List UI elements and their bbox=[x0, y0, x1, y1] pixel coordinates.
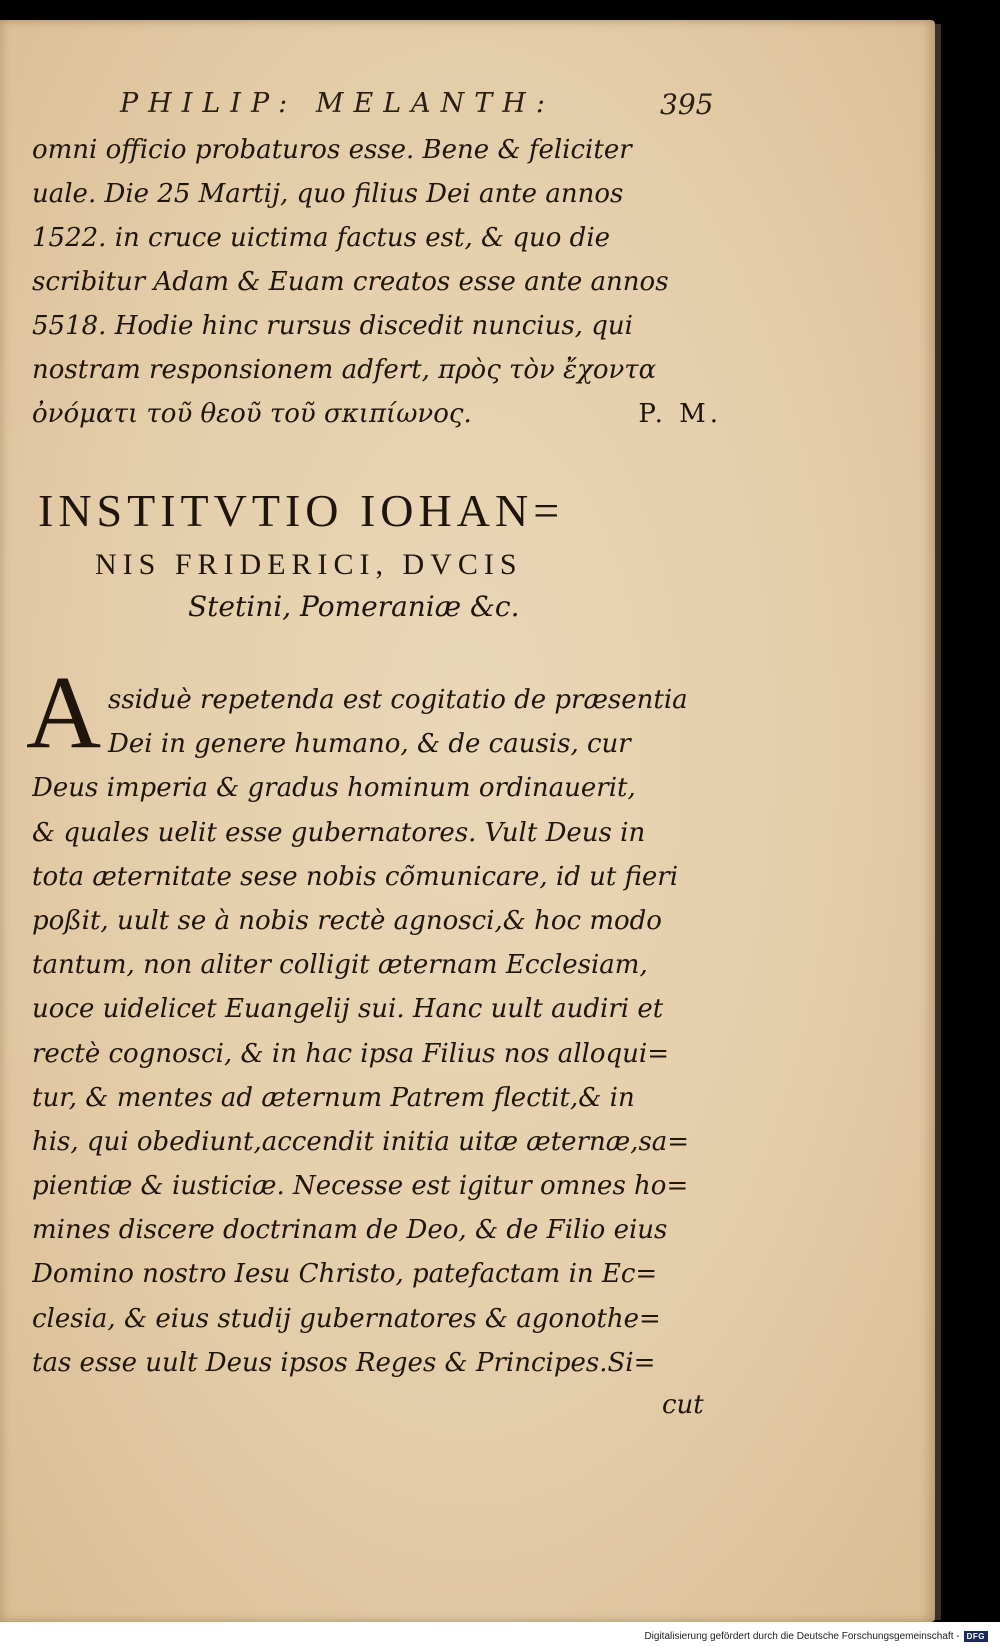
section-title-line2: NIS FRIDERICI, DVCIS bbox=[95, 548, 523, 581]
text-line: nostram responsionem adfert, πρὸς τὸν ἔχοντα bbox=[32, 355, 657, 385]
catchword: cut bbox=[662, 1390, 704, 1420]
text-line: tantum, non aliter colligit æternam Ecclesiam, bbox=[32, 950, 648, 981]
page-edge bbox=[935, 24, 941, 1620]
text-line: scribitur Adam & Euam creatos esse ante annos bbox=[32, 267, 669, 297]
letter-ending bbox=[32, 128, 722, 436]
text-line: Domino nostro Iesu Christo, patefactam in Ec= bbox=[32, 1259, 658, 1290]
text-line: tur, & mentes ad æternum Patrem flectit,& in bbox=[32, 1082, 635, 1113]
text-line: 5518. Hodie hinc rursus discedit nuncius, qui bbox=[32, 311, 633, 341]
text-line: tas esse uult Deus ipsos Reges & Principes.Si= bbox=[32, 1347, 656, 1378]
text-line: clesia, & eius studij gubernatores & agonothe= bbox=[32, 1303, 661, 1334]
section-title-line1: INSTITVTIO IOHAN= bbox=[38, 485, 565, 536]
text-line: ssiduè repetenda est cogitatio de præsentia bbox=[108, 685, 688, 715]
text-line: omni officio probaturos esse. Bene & feliciter bbox=[32, 135, 632, 165]
drop-capital: A bbox=[26, 655, 102, 770]
text-line: 1522. in cruce uictima factus est, & quo die bbox=[32, 223, 611, 253]
footer-credit-text: Digitalisierung gefördert durch die Deutsche Forschungsgemeinschaft - bbox=[644, 1630, 960, 1642]
text-line: ὀνόματι τοῦ θεοῦ τοῦ σκιπίωνος. bbox=[32, 399, 472, 429]
signature: P. M. bbox=[638, 399, 722, 429]
text-line: & quales uelit esse gubernatores. Vult Deus in bbox=[32, 817, 646, 848]
footer-credit bbox=[644, 1628, 988, 1644]
body-text bbox=[32, 678, 722, 1385]
text-line: uoce uidelicet Euangelij sui. Hanc uult audiri et bbox=[32, 994, 664, 1025]
running-title: PHILIP: MELANTH: bbox=[120, 88, 555, 119]
section-title-line3: Stetini, Pomeraniæ &c. bbox=[188, 590, 520, 623]
text-line: mines discere doctrinam de Deo, & de Filio eius bbox=[32, 1215, 668, 1246]
text-line: Deus imperia & gradus hominum ordinauerit, bbox=[32, 773, 636, 804]
text-line: pientiæ & iusticiæ. Necesse est igitur omnes ho= bbox=[32, 1171, 689, 1202]
text-line: uale. Die 25 Martij, quo filius Dei ante annos bbox=[32, 179, 624, 209]
text-line: his, qui obediunt,accendit initia uitæ æternæ,sa= bbox=[32, 1126, 690, 1157]
text-line: Dei in genere humano, & de causis, cur bbox=[108, 729, 631, 760]
dfg-logo[interactable]: DFG bbox=[964, 1631, 988, 1642]
page-number: 395 bbox=[660, 88, 714, 121]
text-line: tota æternitate sese nobis cõmunicare, id ut fieri bbox=[32, 861, 679, 892]
text-line: poßit, uult se à nobis rectè agnosci,& hoc modo bbox=[32, 905, 662, 936]
text-line: rectè cognosci, & in hac ipsa Filius nos alloqui= bbox=[32, 1038, 669, 1069]
